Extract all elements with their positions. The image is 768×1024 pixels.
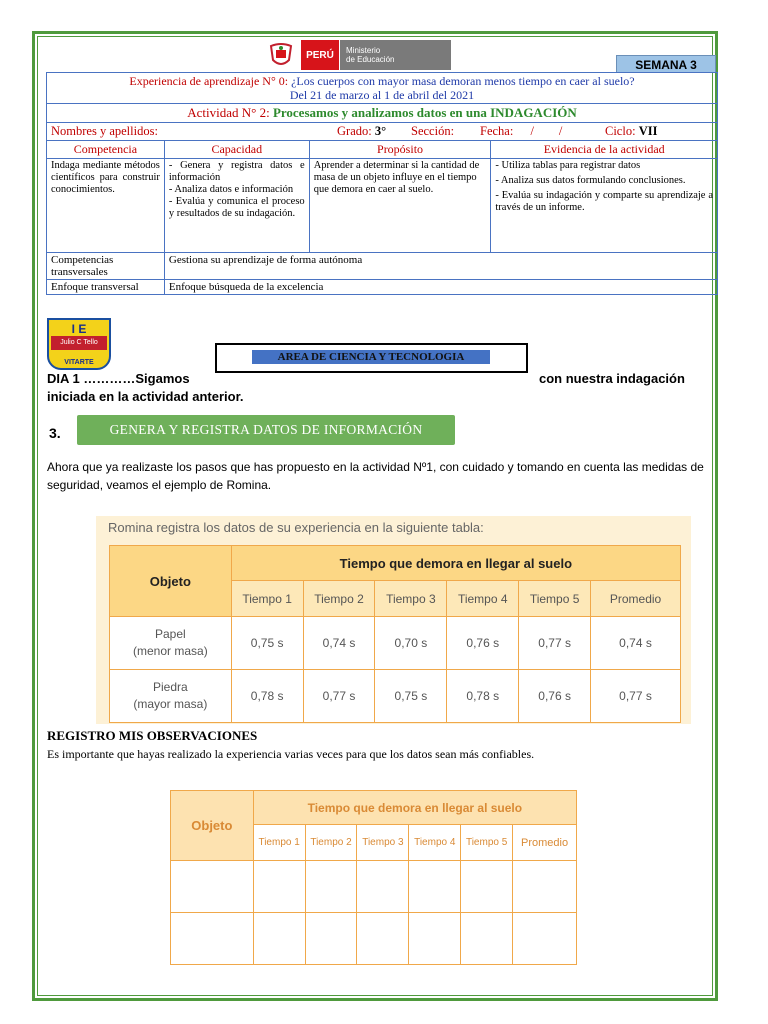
table-row [171, 861, 577, 913]
activity-label: Actividad N° 2: [187, 105, 270, 120]
obs-input-cell[interactable] [513, 861, 577, 913]
obs-input-cell[interactable] [305, 913, 357, 965]
activity-cell [47, 104, 718, 123]
romina-col-header: Tiempo 1 [231, 581, 303, 617]
enfoque-label: Enfoque transversal [47, 280, 165, 295]
romina-data-table [109, 545, 681, 723]
obs-col-header: Promedio [513, 825, 577, 861]
grade-field[interactable] [337, 124, 386, 139]
table-row [110, 617, 681, 670]
comp-trans-value: Gestiona su aprendizaje de forma autónoma [164, 253, 717, 280]
capacidad-item: - Analiza datos e información [168, 184, 294, 195]
object-sub: (menor masa) [133, 644, 208, 658]
obs-col-header: Tiempo 3 [357, 825, 409, 861]
registro-text: Es importante que hayas realizado la experiencia varias veces para que los datos sean más confiables. [47, 747, 535, 761]
obs-input-cell[interactable] [253, 913, 305, 965]
obs-input-cell[interactable] [409, 861, 461, 913]
obs-input-cell[interactable] [171, 913, 254, 965]
obs-input-cell[interactable] [409, 913, 461, 965]
table-cell: 0,77 s [303, 670, 375, 723]
obs-col-header: Tiempo 5 [461, 825, 513, 861]
evidencia-item: - Evalúa su indagación y comparte su aprendizaje a través de un informe. [495, 190, 713, 213]
date-field[interactable] [480, 124, 562, 139]
school-badge [47, 318, 111, 370]
header-evidencia: Evidencia de la actividad [491, 141, 718, 159]
intro-paragraph: Ahora que ya realizaste los pasos que has propuesto en la actividad Nº1, con cuidado y tomando en cuenta las medidas de seguridad, veamos el ejemplo de Romina. [47, 460, 704, 492]
enfoque-value: Enfoque búsqueda de la excelencia [164, 280, 717, 295]
obs-col-header: Tiempo 4 [409, 825, 461, 861]
obs-input-cell[interactable] [513, 913, 577, 965]
table-cell: 0,78 s [231, 670, 303, 723]
header-competencia: Competencia [47, 141, 165, 159]
area-title-box [215, 343, 528, 373]
day-text-left: DIA 1 …………Sigamos [47, 371, 190, 386]
cycle-label: Ciclo: [605, 124, 636, 138]
romina-col-header: Promedio [591, 581, 681, 617]
table-row [110, 670, 681, 723]
obs-input-cell[interactable] [357, 913, 409, 965]
peru-label: PERÚ [301, 40, 339, 70]
section-title-banner: GENERA Y REGISTRA DATOS DE INFORMACIÓN [77, 415, 455, 445]
header-capacidad: Capacidad [164, 141, 309, 159]
minedu-logo [267, 40, 451, 70]
table-cell: 0,75 s [231, 617, 303, 670]
object-sub: (mayor masa) [133, 697, 208, 711]
experience-question: ¿Los cuerpos con mayor masa demoran menos tiempo en caer al suelo? [291, 74, 635, 88]
romina-time-header: Tiempo que demora en llegar al suelo [231, 546, 680, 581]
grade-value: 3° [374, 124, 387, 138]
comp-trans-label: Competencias transversales [47, 253, 165, 280]
evidencia-item: - Analiza sus datos formulando conclusiones. [495, 175, 686, 186]
day-text-right: con nuestra indagación [539, 371, 685, 386]
experience-dates: Del 21 de marzo al 1 de abril del 2021 [289, 88, 475, 102]
peru-shield-icon [267, 41, 295, 69]
obs-input-cell[interactable] [461, 913, 513, 965]
romina-col-header: Tiempo 3 [375, 581, 447, 617]
observations-table [170, 790, 577, 965]
registro-title: REGISTRO MIS OBSERVACIONES [47, 728, 258, 743]
obs-col-header: Tiempo 2 [305, 825, 357, 861]
experience-cell [47, 73, 718, 104]
evidencia-item: - Utiliza tablas para registrar datos [495, 160, 641, 171]
week-badge: SEMANA 3 [616, 55, 716, 73]
header-proposito: Propósito [309, 141, 491, 159]
table-cell: 0,77 s [591, 670, 681, 723]
obs-input-cell[interactable] [305, 861, 357, 913]
romina-col-header: Tiempo 4 [447, 581, 519, 617]
obs-input-cell[interactable] [357, 861, 409, 913]
student-info-row [47, 123, 718, 141]
evidencia-cell [491, 159, 718, 253]
romina-object-header: Objeto [110, 546, 232, 617]
capacidad-cell [164, 159, 309, 253]
activity-title: Procesamos y analizamos datos en una INDAGACIÓN [272, 105, 577, 120]
proposito-cell: Aprender a determinar si la cantidad de masa de un objeto influye en el tiempo que demora en caer al suelo. [309, 159, 491, 253]
name-field[interactable]: Nombres y apellidos: [51, 124, 158, 138]
table-cell: 0,75 s [375, 670, 447, 723]
section-field[interactable]: Sección: [411, 124, 455, 138]
table-cell: 0,74 s [591, 617, 681, 670]
grade-label: Grado: [337, 124, 372, 138]
obs-time-header: Tiempo que demora en llegar al suelo [253, 791, 576, 825]
romina-panel-title: Romina registra los datos de su experiencia en la siguiente tabla: [108, 520, 484, 535]
cycle-field [605, 124, 657, 139]
row-object [110, 670, 232, 723]
section-number: 3. [49, 425, 61, 441]
object-name: Piedra [153, 680, 188, 694]
badge-city: VITARTE [64, 359, 94, 366]
date-separators: / / [530, 124, 563, 138]
area-title: AREA DE CIENCIA Y TECNOLOGIA [252, 350, 490, 364]
badge-band: Julio C Tello [51, 336, 107, 350]
experience-label: Experiencia de aprendizaje N° 0: [129, 74, 289, 88]
obs-input-cell[interactable] [461, 861, 513, 913]
obs-object-header: Objeto [171, 791, 254, 861]
table-cell: 0,76 s [447, 617, 519, 670]
competencia-cell: Indaga mediante métodos científicos para construir conocimientos. [47, 159, 165, 253]
ministry-label [339, 40, 451, 70]
table-cell: 0,78 s [447, 670, 519, 723]
activity-info-table [46, 72, 718, 295]
ministry-line2: de Educación [346, 55, 395, 64]
table-row [171, 913, 577, 965]
romina-col-header: Tiempo 2 [303, 581, 375, 617]
ministry-line1: Ministerio [346, 46, 381, 55]
table-cell: 0,70 s [375, 617, 447, 670]
day-text-line2: iniciada en la actividad anterior. [47, 389, 244, 404]
row-object [110, 617, 232, 670]
obs-input-cell[interactable] [253, 861, 305, 913]
date-label: Fecha: [480, 124, 514, 138]
badge-ie: I E [71, 322, 87, 336]
object-name: Papel [154, 627, 186, 641]
capacidad-item: - Genera y registra datos e información [168, 160, 305, 183]
table-cell: 0,74 s [303, 617, 375, 670]
table-cell: 0,77 s [519, 617, 591, 670]
cycle-value: VII [638, 124, 658, 138]
capacidad-item: - Evalúa y comunica el proceso y resultados de su indagación. [168, 196, 305, 219]
table-cell: 0,76 s [519, 670, 591, 723]
obs-col-header: Tiempo 1 [253, 825, 305, 861]
obs-input-cell[interactable] [171, 861, 254, 913]
romina-col-header: Tiempo 5 [519, 581, 591, 617]
